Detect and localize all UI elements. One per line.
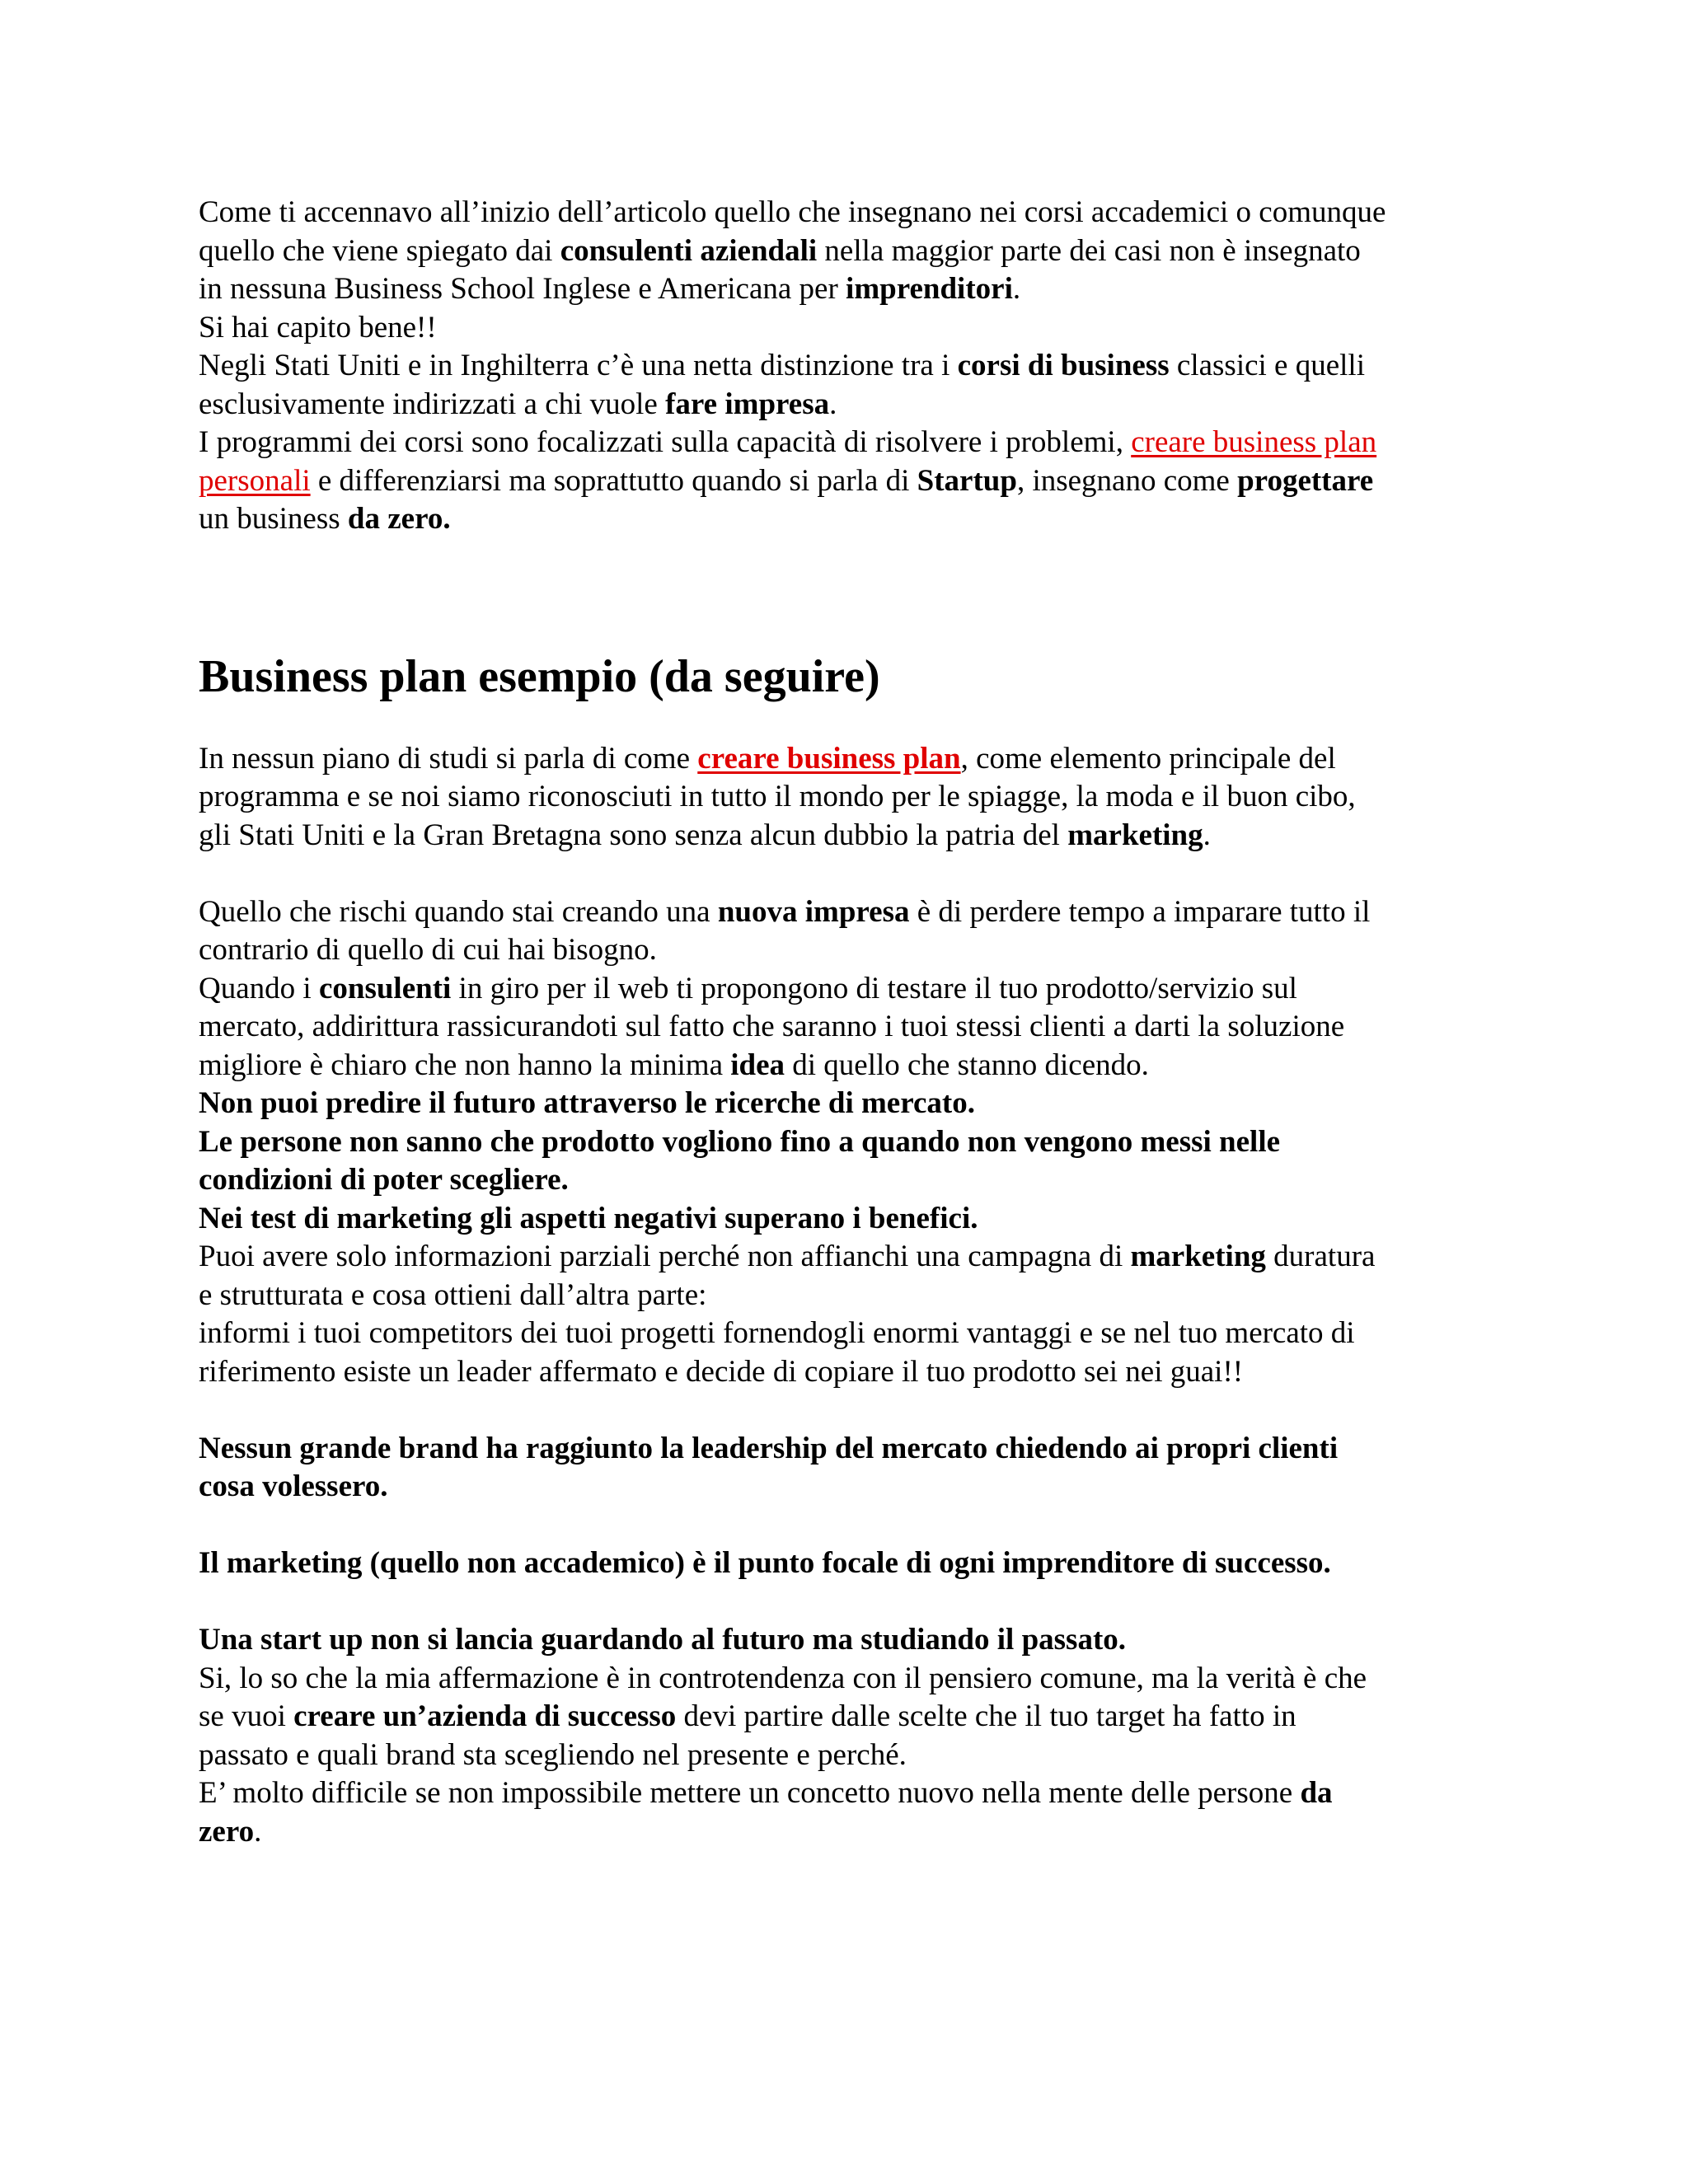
bold-text: Startup: [917, 463, 1017, 498]
text: .: [1203, 818, 1211, 852]
intro-line-2: [199, 232, 1501, 271]
bold-text: Nei test di marketing gli aspetti negativi superano i benefici.: [199, 1201, 978, 1235]
bold-text: consulenti: [318, 971, 452, 1005]
text: migliore è chiaro che non hanno la minima: [199, 1047, 731, 1082]
text: è di perdere tempo a imparare tutto il: [909, 894, 1371, 929]
p5-line-1: [199, 1621, 1501, 1660]
bold-text: progettare: [1237, 463, 1374, 498]
p3-line-2: [199, 1468, 1501, 1507]
article-body: [199, 194, 1501, 1851]
paragraph-gap: [199, 1391, 1501, 1430]
bold-text: imprenditori: [846, 272, 1013, 306]
intro-line-1: [199, 194, 1501, 232]
p5-line-2: [199, 1660, 1501, 1699]
p5-line-6: [199, 1813, 1501, 1852]
p2-line-5: [199, 1047, 1501, 1085]
intro-line-8: [199, 462, 1501, 501]
text: esclusivamente indirizzati a chi vuole: [199, 387, 666, 421]
bold-text: marketing: [1067, 818, 1203, 852]
p2-line-4: [199, 1008, 1501, 1047]
p1-line-1: [199, 740, 1501, 779]
p2-line-1: [199, 893, 1501, 932]
bold-text: Le persone non sanno che prodotto vogliono fino a quando non vengono messi nelle: [199, 1124, 1281, 1159]
p5-line-4: [199, 1736, 1501, 1775]
p2-line-2: [199, 931, 1501, 970]
p1-line-3: [199, 817, 1501, 855]
text: nella maggior parte dei casi non è insegnato: [817, 233, 1361, 268]
p4-line-1: [199, 1544, 1501, 1583]
p2-line-9: [199, 1200, 1501, 1239]
text: di quello che stanno dicendo.: [785, 1047, 1149, 1082]
bold-text: consulenti aziendali: [560, 233, 818, 268]
bold-text: cosa volessero.: [199, 1469, 388, 1503]
text: mercato, addirittura rassicurandoti sul fatto che saranno i tuoi stessi clienti a darti la soluzione: [199, 1010, 1345, 1043]
bold-text: Nessun grande brand ha raggiunto la leadership del mercato chiedendo ai propri clienti: [199, 1431, 1339, 1465]
text: .: [829, 387, 837, 421]
intro-line-7: [199, 424, 1501, 462]
p2-line-13: [199, 1353, 1501, 1392]
text: E’ molto difficile se non impossibile mettere un concetto nuovo nella mente delle persone: [199, 1776, 1301, 1810]
text: , come elemento principale del: [960, 741, 1336, 776]
bold-text: zero: [199, 1814, 255, 1849]
intro-line-3: [199, 270, 1501, 309]
p2-line-7: [199, 1123, 1501, 1162]
intro-line-5: [199, 347, 1501, 386]
text: Come ti accennavo all’inizio dell’articolo quello che insegnano nei corsi accademici o comunque: [199, 195, 1386, 229]
text: Negli Stati Uniti e in Inghilterra c’è una netta distinzione tra i: [199, 349, 958, 382]
text: devi partire dalle scelte che il tuo target ha fatto in: [676, 1699, 1296, 1733]
section-heading: Business plan esempio (da seguire): [199, 650, 880, 702]
bold-text: Il marketing (quello non accademico) è il punto focale di ogni imprenditore di successo.: [199, 1546, 1331, 1580]
bold-text: marketing: [1130, 1240, 1266, 1273]
intro-line-9: [199, 500, 1501, 539]
bold-text: idea: [730, 1047, 785, 1082]
p5-line-5: [199, 1774, 1501, 1813]
text: Quando i: [199, 971, 319, 1005]
text: programma e se noi siamo riconosciuti in tutto il mondo per le spiagge, la moda e il buon cibo,: [199, 780, 1356, 813]
text: .: [254, 1814, 262, 1849]
bold-text: nuova impresa: [717, 894, 910, 929]
intro-line-6: [199, 386, 1501, 424]
text: .: [1012, 272, 1021, 306]
bold-text: Non puoi predire il futuro attraverso le ricerche di mercato.: [199, 1086, 975, 1120]
bold-text: corsi di business: [957, 349, 1170, 382]
p1-line-2: [199, 778, 1501, 817]
bold-text: condizioni di poter scegliere.: [199, 1163, 569, 1197]
text: informi i tuoi competitors dei tuoi progetti fornendogli enormi vantaggi e se nel tuo mercato di: [199, 1316, 1355, 1350]
creare-business-plan-personali-link-cont[interactable]: personali: [199, 463, 311, 498]
text: e differenziarsi ma soprattutto quando si parla di: [310, 463, 917, 498]
text: in nessuna Business School Inglese e Americana per: [199, 272, 846, 306]
text: Quello che rischi quando stai creando una: [199, 894, 718, 929]
text: gli Stati Uniti e la Gran Bretagna sono senza alcun dubbio la patria del: [199, 818, 1068, 852]
p2-line-6: [199, 1085, 1501, 1123]
paragraph-gap: [199, 855, 1501, 893]
text: , insegnano come: [1016, 463, 1238, 498]
text: e strutturata e cosa ottieni dall’altra parte:: [199, 1277, 707, 1312]
creare-business-plan-personali-link[interactable]: creare business plan: [1131, 425, 1377, 459]
text: In nessun piano di studi si parla di come: [199, 741, 698, 776]
p5-line-3: [199, 1698, 1501, 1736]
text: contrario di quello di cui hai bisogno.: [199, 933, 657, 967]
text: un business: [199, 502, 348, 536]
text: Si hai capito bene!!: [199, 310, 437, 344]
text: classici e quelli: [1169, 349, 1365, 382]
bold-text: fare impresa: [665, 387, 830, 421]
text: duratura: [1265, 1240, 1376, 1273]
paragraph-gap: [199, 1583, 1501, 1622]
text: riferimento esiste un leader affermato e decide di copiare il tuo prodotto sei nei guai!!: [199, 1354, 1244, 1389]
p2-line-8: [199, 1161, 1501, 1200]
bold-text: creare un’azienda di successo: [293, 1699, 677, 1733]
text: quello che viene spiegato dai: [199, 233, 560, 268]
text: se vuoi: [199, 1699, 294, 1733]
paragraph-gap: [199, 1507, 1501, 1545]
p2-line-10: [199, 1238, 1501, 1277]
p2-line-3: [199, 970, 1501, 1009]
text: Puoi avere solo informazioni parziali perché non affianchi una campagna di: [199, 1240, 1131, 1273]
creare-business-plan-link[interactable]: creare business plan: [697, 741, 961, 776]
p3-line-1: [199, 1430, 1501, 1469]
text: passato e quali brand sta scegliendo nel presente e perché.: [199, 1737, 907, 1772]
intro-line-4: [199, 309, 1501, 348]
text: in giro per il web ti propongono di testare il tuo prodotto/servizio sul: [451, 971, 1297, 1005]
bold-text: da: [1300, 1776, 1333, 1810]
text: I programmi dei corsi sono focalizzati sulla capacità di risolvere i problemi,: [199, 425, 1132, 459]
bold-text: Una start up non si lancia guardando al futuro ma studiando il passato.: [199, 1623, 1127, 1657]
bold-text: da zero.: [347, 502, 451, 536]
p2-line-11: [199, 1277, 1501, 1315]
p2-line-12: [199, 1315, 1501, 1353]
text: Si, lo so che la mia affermazione è in controtendenza con il pensiero comune, ma la verità è che: [199, 1661, 1367, 1695]
